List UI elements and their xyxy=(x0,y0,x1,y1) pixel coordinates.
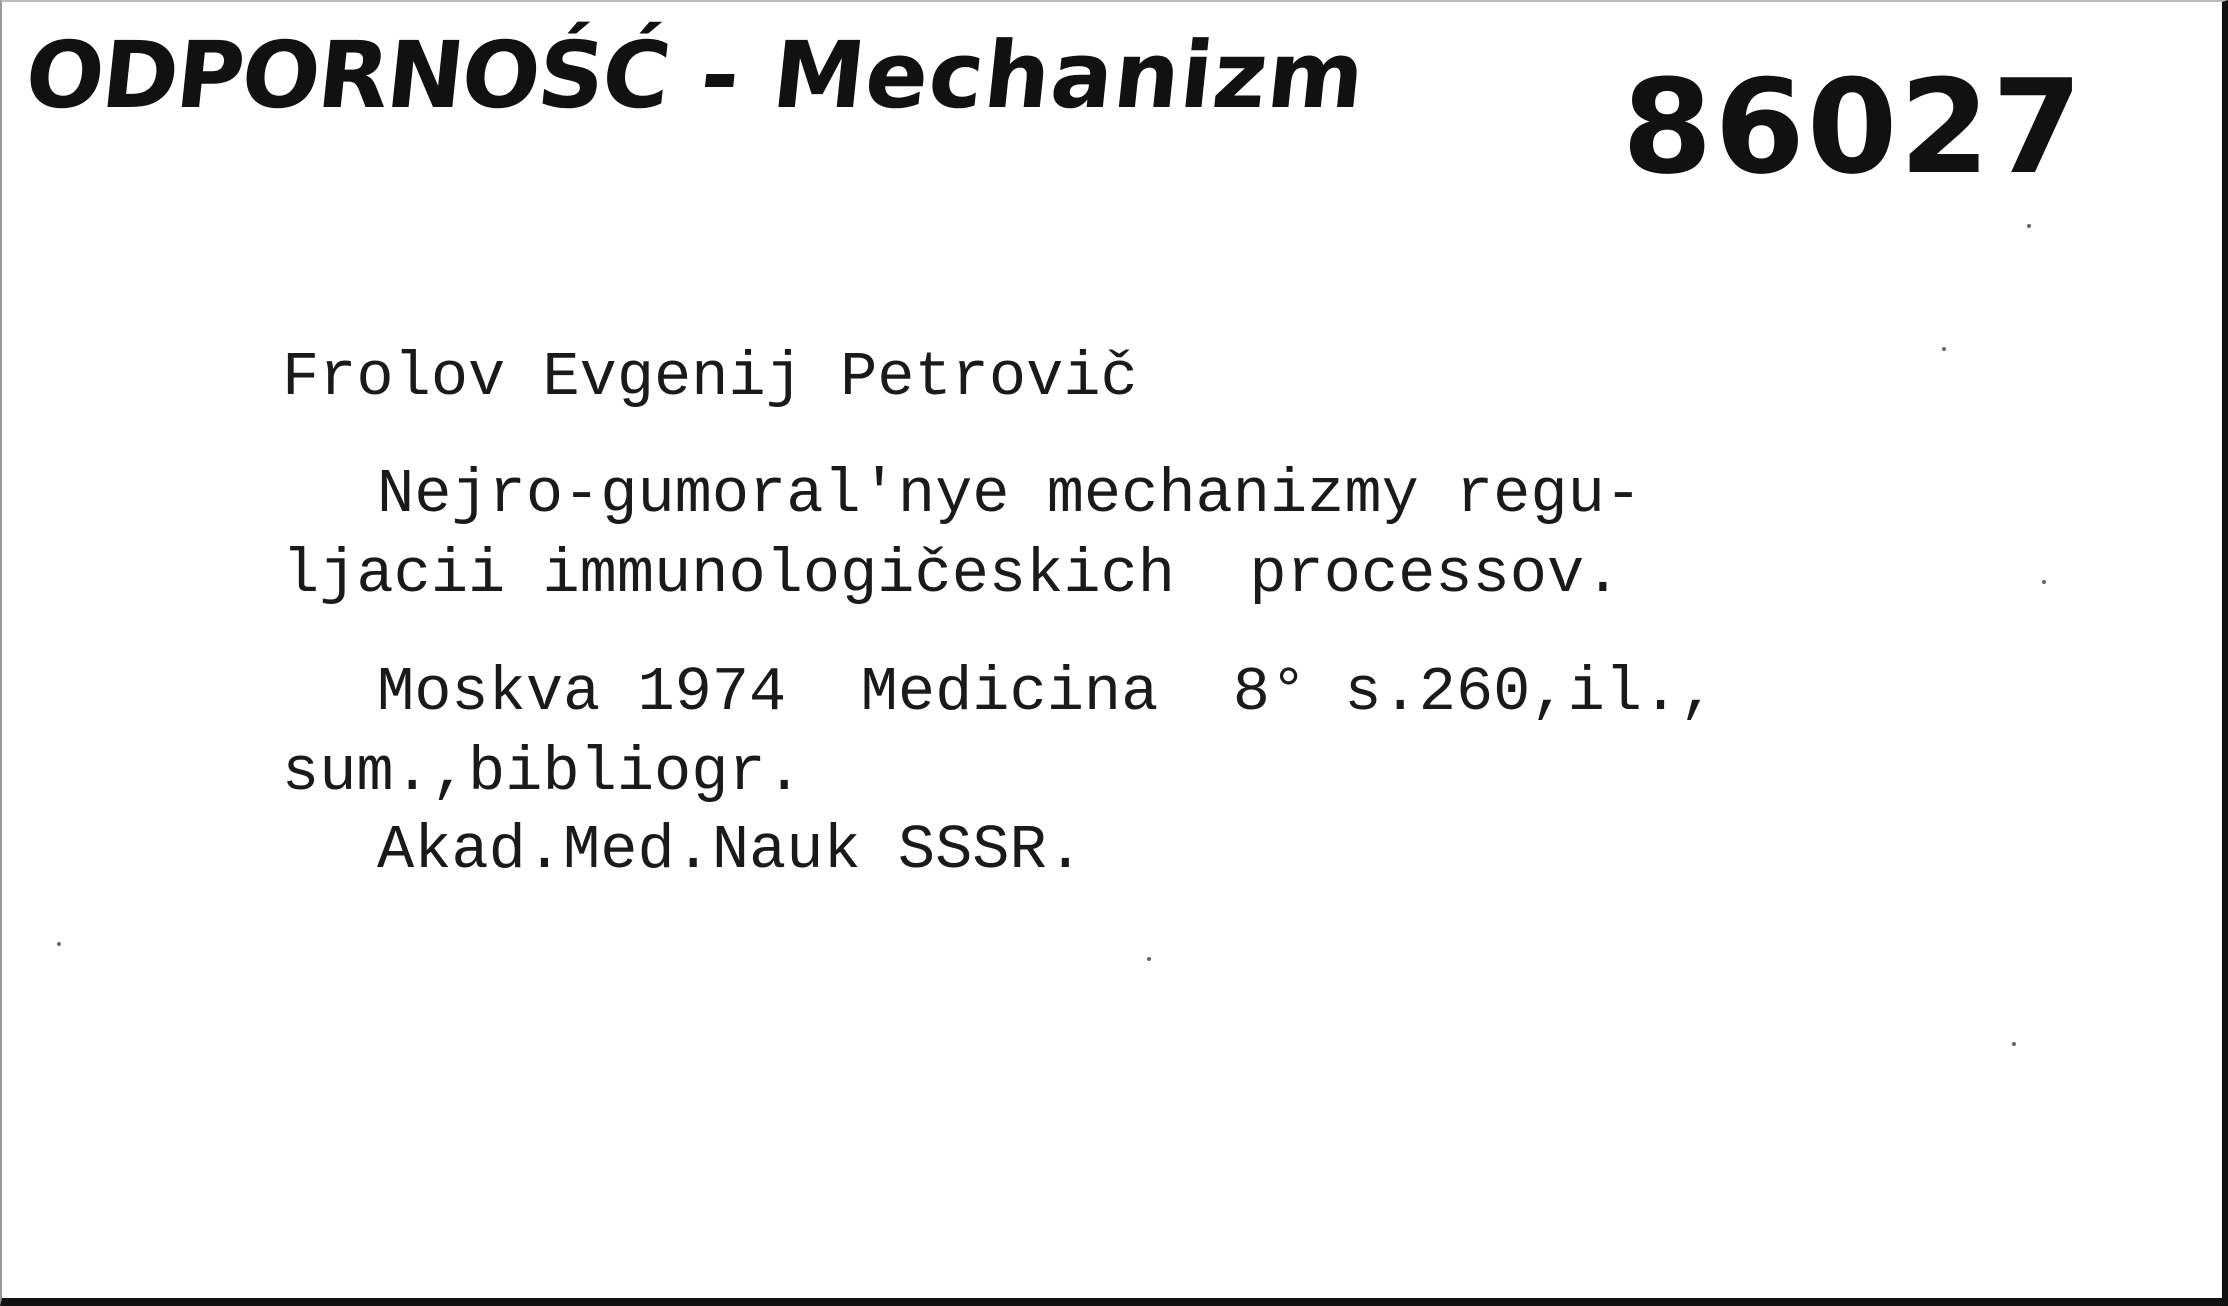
paper-speck xyxy=(57,942,61,946)
title-line-1: Nejro-gumoral′nye mechanizmy regu- xyxy=(377,459,1643,530)
title-line-2: ljacii immunologičeskich processov. xyxy=(282,539,1622,610)
imprint-line-3: Akad.Med.Nauk SSSR. xyxy=(377,815,1084,886)
author-name: Frolov Evgenij Petrovič xyxy=(282,342,1138,413)
paper-speck xyxy=(1942,347,1946,351)
subject-heading-separator: - xyxy=(662,22,779,129)
card-number: 86027 xyxy=(1622,51,2085,203)
subject-heading-main: ODPORNOŚĆ xyxy=(20,22,674,129)
subject-heading xyxy=(20,22,1371,129)
imprint-line-2: sum.,bibliogr. xyxy=(282,737,803,808)
paper-speck xyxy=(2027,224,2031,228)
imprint-line-1: Moskva 1974 Medicina 8° s.260,il., xyxy=(377,657,1717,728)
paper-speck xyxy=(2042,580,2046,584)
subject-heading-sub: Mechanizm xyxy=(767,22,1371,129)
paper-speck xyxy=(2012,1042,2016,1046)
paper-speck xyxy=(1147,957,1151,961)
